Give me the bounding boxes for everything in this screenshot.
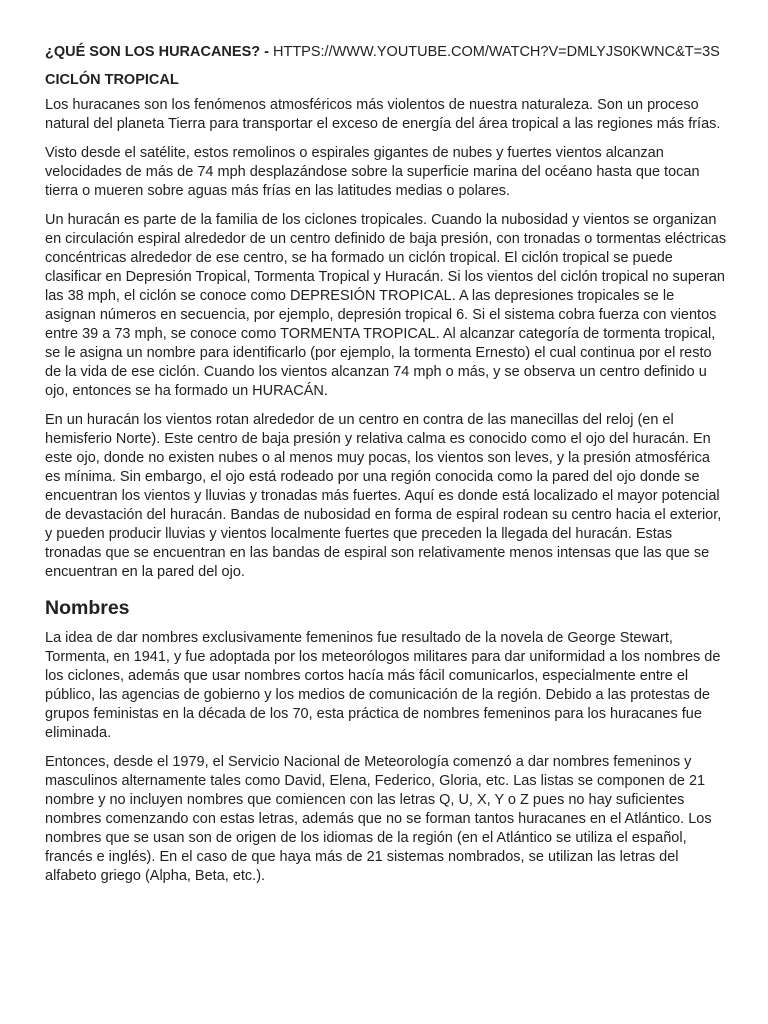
document-header xyxy=(45,42,728,62)
paragraph-4: En un huracán los vientos rotan alrededor de un centro en contra de las manecillas del reloj (en el hemisferio Norte). Este centro de baja presión y relativa calma es conocido como el ojo del huracán. En este ojo, donde no existen nubes o al menos muy pocas, los vientos son leves, y la presión atmosférica es mínima. Sin embargo, el ojo está rodeado por una región conocida como la pared del ojo donde se encuentran los vientos y lluvias y tronadas más fuertes. Aquí es donde está localizado el mayor potencial de devastación del huracán. Bandas de nubosidad en forma de espiral rodean su centro hacia el exterior, y pueden producir lluvias y vientos localmente fuertes que preceden la llegada del huracán. Estas tronadas que se encuentran en las bandas de espiral son relativamente menos intensas que las que se encuentran en la pared del ojo. xyxy=(45,412,722,580)
section-paragraph-1: La idea de dar nombres exclusivamente femeninos fue resultado de la novela de George Stewart, Tormenta, en 1941, y fue adoptada por los meteorólogos militares para dar uniformidad a los nombres de los ciclones, además que usar nombres cortos hacía más fácil comunicarlos, especialmente entre el público, las agencias de gobierno y los medios de comunicación de la región. Debido a las protestas de grupos feministas en la década de los 70, esta práctica de nombres femeninos para los huracanes fue eliminada. xyxy=(45,630,721,741)
video-link[interactable]: HTTPS://WWW.YOUTUBE.COM/WATCH?V=DMLYJS0KWNC&T=3S xyxy=(272,44,720,60)
section-title-nombres: Nombres xyxy=(45,597,130,619)
paragraph-1: Los huracanes son los fenómenos atmosféricos más violentos de nuestra naturaleza. Son un proceso natural del planeta Tierra para transportar el exceso de energía del área tropical a las regiones más frías. xyxy=(45,97,721,132)
header-title: ¿QUÉ SON LOS HURACANES? - xyxy=(45,44,269,60)
paragraph-2: Visto desde el satélite, estos remolinos o espirales gigantes de nubes y fuertes vientos alcanzan velocidades de más de 74 mph desplazándose sobre la superficie marina del océano hasta que tocan tierra o mueren sobre aguas más frías en las latitudes medias o polares. xyxy=(45,145,700,199)
section-paragraph-2: Entonces, desde el 1979, el Servicio Nacional de Meteorología comenzó a dar nombres femeninos y masculinos alternamente tales como David, Elena, Federico, Gloria, etc. Las listas se componen de 21 nombre y no incluyen nombres que comiencen con las letras Q, U, X, Y o Z pues no hay suficientes nombres comenzando con estas letras, además que no se forman tantos huracanes en el Atlántico. Los nombres que se usan son de origen de los idiomas de la región (en el Atlántico se utiliza el español, francés e inglés). En el caso de que haya más de 21 sistemas nombrados, se utilizan las letras del alfabeto griego (Alpha, Beta, etc.). xyxy=(45,754,712,884)
subheading-ciclon-tropical: CICLÓN TROPICAL xyxy=(45,72,179,88)
paragraph-3: Un huracán es parte de la familia de los ciclones tropicales. Cuando la nubosidad y vientos se organizan en circulación espiral alrededor de un centro definido de baja presión, con tronadas o tormentas eléctricas concéntricas alrededor de ese centro, se ha formado un ciclón tropical. El ciclón tropical se puede clasificar en Depresión Tropical, Tormenta Tropical y Huracán. Si los vientos del ciclón tropical no superan las 38 mph, el ciclón se conoce como DEPRESIÓN TROPICAL. A las depresiones tropicales se le asignan números en secuencia, por ejemplo, depresión tropical 6. Si el sistema cobra fuerza con vientos entre 39 a 73 mph, se conoce como TORMENTA TROPICAL. Al alcanzar categoría de tormenta tropical, se le asigna un nombre para identificarlo (por ejemplo, la tormenta Ernesto) el cual continua por el resto de la vida de ese ciclón. Cuando los vientos alcanzan 74 mph o más, y se observa un centro definido u ojo, entonces se ha formado un HURACÁN. xyxy=(45,212,727,399)
